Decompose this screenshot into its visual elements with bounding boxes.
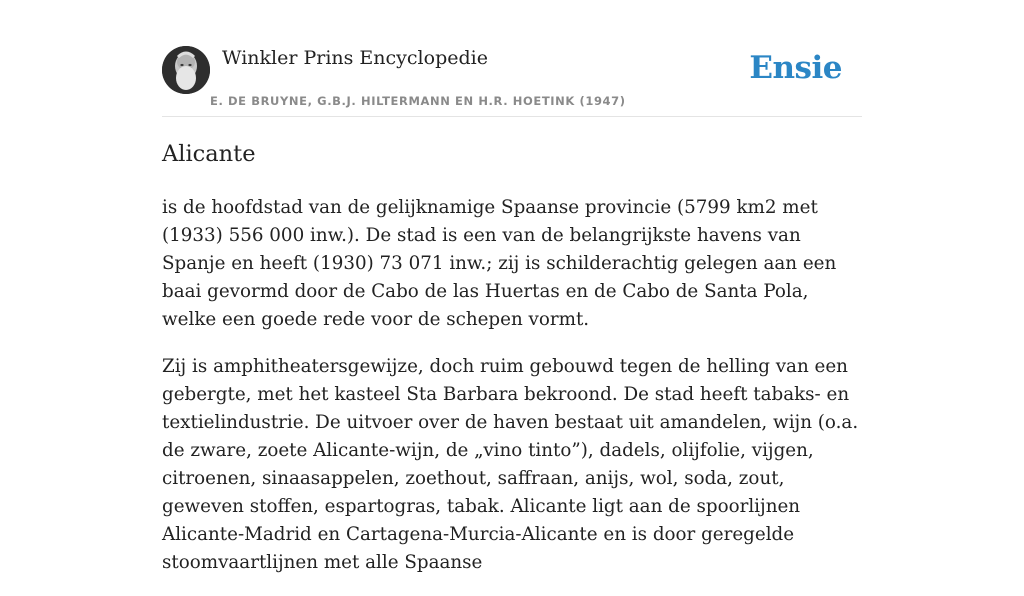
source-header [162, 46, 862, 117]
paragraph-2: Zij is amphitheatersgewijze, doch ruim gebouwd tegen de helling van een gebergte, met het kasteel Sta Barbara bekroond. De stad heeft tabaks- en textielindustrie. De uitvoer over de haven bestaat uit amandelen, wijn (o.a. de zware, zoete Alicante-wijn, de „vino tinto”), dadels, olijfolie, vijgen, citroenen, sinaasappelen, zoethout, saffraan, anijs, wol, soda, zout, geweven stoffen, espartogras, tabak. Alicante ligt aan de spoorlijnen Alicante-Madrid en Cartagena-Murcia-Alicante en is door geregelde stoomvaartlijnen met alle Spaanse [162, 356, 859, 573]
author-avatar[interactable] [162, 46, 210, 94]
article-title: Alicante [162, 141, 256, 167]
source-title[interactable]: Winkler Prins Encyclopedie [222, 47, 488, 69]
authors-line: E. DE BRUYNE, G.B.J. HILTERMANN EN H.R. HOETINK (1947) [210, 94, 626, 108]
article-body [162, 194, 862, 577]
paragraph-1: is de hoofdstad van de gelijknamige Spaanse provincie (5799 km2 met (1933) 556 000 inw.). De stad is een van de belangrijkste havens van Spanje en heeft (1930) 73 071 inw.; zij is schilderachtig gelegen aan een baai gevormd door de Cabo de las Huertas en de Cabo de Santa Pola, welke een goede rede voor de schepen vormt. [162, 197, 837, 330]
ensie-logo[interactable]: Ensie [749, 50, 842, 86]
article [162, 138, 862, 596]
portrait-icon [162, 46, 210, 94]
